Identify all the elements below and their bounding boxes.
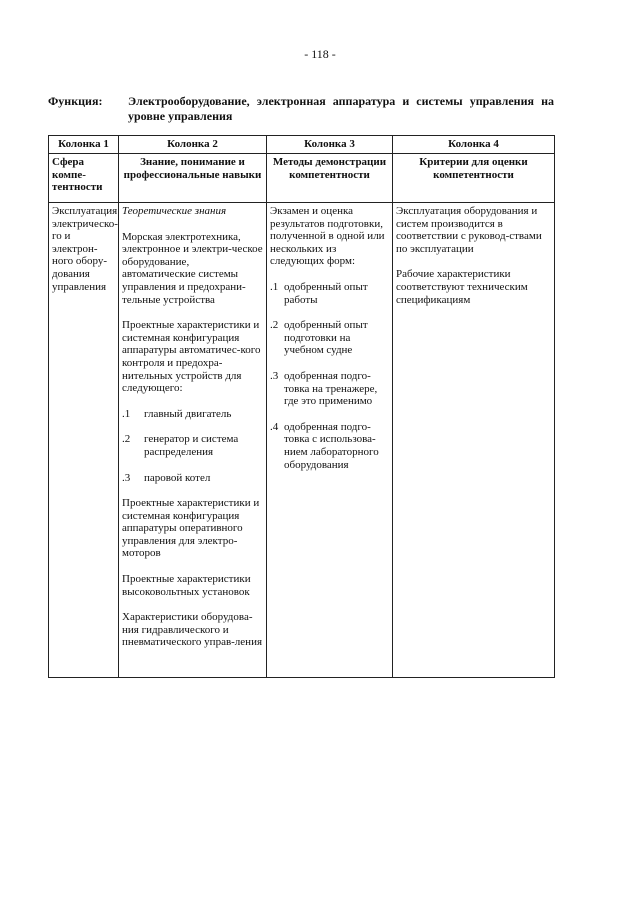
list-item-text: генератор и система распределения [144, 433, 239, 458]
list-item [270, 281, 389, 306]
cell-methods [267, 203, 393, 678]
list-item [270, 370, 389, 408]
list-item [270, 421, 389, 471]
list-item [122, 433, 263, 458]
list-item-text: одобренный опыт работы [284, 280, 368, 306]
column-header-3: Методы демонстрации компетентности [267, 154, 393, 203]
cell-knowledge [119, 203, 267, 678]
column-number-row [49, 136, 555, 154]
knowledge-paragraph-1: Морская электротехника, электронное и электри-ческое оборудование, автоматические системы управления и предохрани-тельные устройства [122, 230, 263, 306]
list-item-number: .3 [270, 369, 279, 382]
knowledge-paragraph-2: Проектные характеристики и системная конфигурация аппаратуры автоматичес-кого контроля и предохра-нительных устройств для следующего: [122, 319, 261, 395]
list-item-text: паровой котел [144, 471, 211, 484]
function-label: Функция: [48, 94, 103, 108]
list-item-text: одобренный опыт подготовки на учебном судне [284, 319, 368, 357]
function-value: Электрооборудование, электронная аппаратура и системы управления на уровне управления [128, 94, 554, 123]
knowledge-paragraph-3: Проектные характеристики и системная конфигурация аппаратуры оперативного управления для электро-моторов [122, 497, 260, 560]
criteria-paragraph-1: Эксплуатация оборудования и систем производится в соответствии с руковод-ствами по эксплуатации [396, 205, 542, 255]
cell-competence-area [49, 203, 119, 678]
list-item-text: одобренная подго-товка с использова-нием лабораторного оборудования [284, 420, 379, 471]
list-item-number: .1 [122, 407, 131, 420]
column-number-2: Колонка 2 [119, 136, 267, 154]
methods-intro: Экзамен и оценка результатов подготовки, полученной в одной или нескольких из следующих форм: [270, 205, 385, 268]
column-number-4: Колонка 4 [393, 136, 555, 154]
list-item [122, 472, 263, 485]
list-item [270, 319, 389, 357]
list-item-text: одобренная подго-товка на тренажере, где это применимо [284, 369, 378, 408]
column-header-1: Сфера компе-тентности [49, 154, 119, 203]
knowledge-paragraph-4: Проектные характеристики высоковольтных установок [122, 573, 251, 598]
column-header-row [49, 154, 555, 203]
column-header-2: Знание, понимание и профессиональные навыки [119, 154, 267, 203]
column-header-4: Критерии для оценки компетентности [393, 154, 555, 203]
knowledge-heading: Теоретические знания [122, 205, 227, 217]
list-item-number: .1 [270, 280, 279, 293]
criteria-paragraph-2: Рабочие характеристики соответствуют техническим спецификациям [396, 268, 528, 306]
list-item-number: .2 [270, 319, 279, 332]
knowledge-paragraph-5: Характеристики оборудова-ния гидравлического и пневматического управ-ления [122, 611, 263, 649]
page-number: - 118 - [304, 47, 336, 61]
column-number-3: Колонка 3 [267, 136, 393, 154]
cell-criteria [393, 203, 555, 678]
list-item-text: главный двигатель [144, 407, 232, 420]
list-item [122, 408, 263, 421]
table-row [49, 203, 555, 678]
competence-area-text: Эксплуатация электрическо-го и электрон-ного обору-дования управления [52, 205, 118, 293]
list-item-number: .2 [122, 433, 131, 446]
column-number-1: Колонка 1 [49, 136, 119, 154]
list-item-number: .3 [122, 471, 131, 484]
list-item-number: .4 [270, 420, 279, 433]
competence-table [48, 135, 555, 678]
